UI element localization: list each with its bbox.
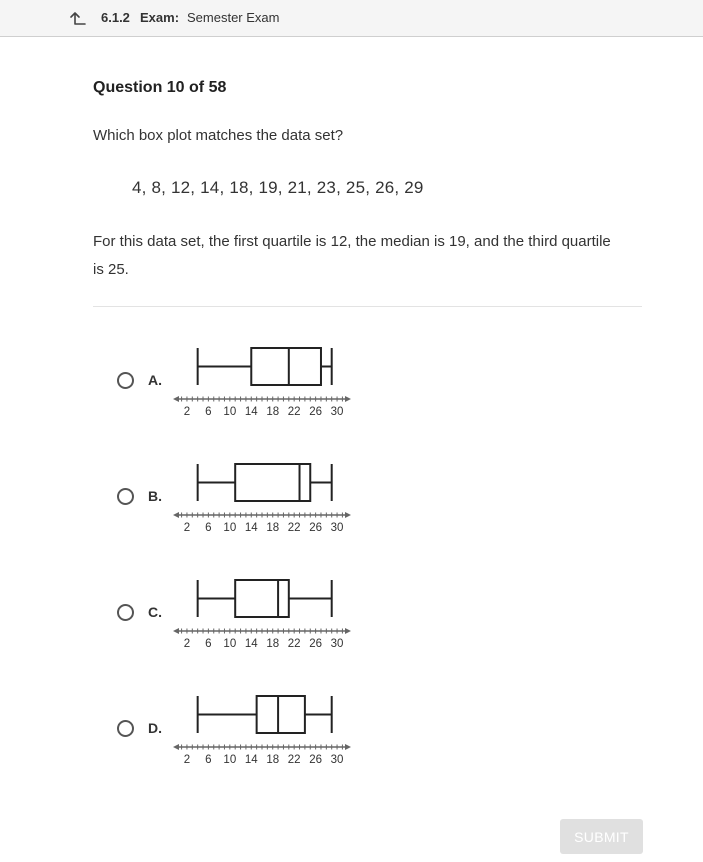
radio-button-a[interactable] [117, 372, 134, 389]
tick-label: 18 [266, 522, 280, 534]
radio-button-d[interactable] [117, 720, 134, 737]
tick-label: 26 [309, 406, 323, 418]
box-plot-a [170, 338, 370, 433]
tick-label: 26 [309, 522, 323, 534]
option-letter-b: B. [148, 488, 162, 504]
tick-label: 22 [287, 406, 301, 418]
quartile-info: For this data set, the first quartile is 12, the median is 19, and the third quartile is 25. [93, 233, 611, 278]
tick-label: 2 [183, 754, 191, 766]
answer-option-d[interactable] [110, 686, 370, 781]
axis-arrow-right [345, 628, 351, 634]
box-plot-d [170, 686, 370, 781]
option-letter-d: D. [148, 720, 162, 736]
tick-label: 14 [244, 638, 258, 650]
tick-label: 14 [244, 754, 258, 766]
question-prompt: Which box plot matches the data set? [93, 127, 344, 144]
tick-label: 22 [287, 754, 301, 766]
radio-button-c[interactable] [117, 604, 134, 621]
course-code: 6.1.2 [101, 10, 130, 25]
answer-option-c[interactable] [110, 570, 370, 665]
answer-option-b[interactable] [110, 454, 370, 549]
quartile-box [251, 348, 321, 385]
tick-label: 30 [330, 406, 344, 418]
quartile-box [257, 696, 305, 733]
tick-label: 30 [330, 754, 344, 766]
tick-label: 22 [287, 638, 301, 650]
activity-title: Semester Exam [187, 10, 280, 25]
submit-button[interactable]: SUBMIT [560, 819, 643, 854]
axis-arrow-left [173, 512, 179, 518]
divider [93, 306, 642, 307]
tick-label: 18 [266, 754, 280, 766]
tick-label: 6 [205, 638, 212, 650]
activity-kind: Exam: [140, 10, 180, 25]
tick-label: 10 [223, 638, 237, 650]
box-plot-c [170, 570, 370, 665]
box-plot-b [170, 454, 370, 549]
back-arrow-icon[interactable] [68, 8, 88, 28]
tick-label: 6 [205, 406, 212, 418]
top-bar [0, 0, 703, 37]
data-set: 4, 8, 12, 14, 18, 19, 21, 23, 25, 26, 29 [132, 178, 424, 197]
tick-label: 6 [205, 522, 212, 534]
tick-label: 10 [223, 754, 237, 766]
tick-label: 10 [223, 522, 237, 534]
option-letter-a: A. [148, 372, 162, 388]
tick-label: 6 [205, 754, 212, 766]
tick-label: 14 [244, 406, 258, 418]
tick-label: 2 [183, 638, 191, 650]
tick-label: 18 [266, 406, 280, 418]
tick-label: 30 [330, 522, 344, 534]
question-number: Question 10 of 58 [93, 79, 227, 96]
axis-arrow-left [173, 744, 179, 750]
axis-arrow-right [345, 512, 351, 518]
tick-label: 22 [287, 522, 301, 534]
tick-label: 10 [223, 406, 237, 418]
quartile-box [235, 580, 289, 617]
tick-label: 30 [330, 638, 344, 650]
tick-label: 14 [244, 522, 258, 534]
radio-button-b[interactable] [117, 488, 134, 505]
axis-arrow-left [173, 396, 179, 402]
axis-arrow-left [173, 628, 179, 634]
axis-arrow-right [345, 744, 351, 750]
axis-arrow-right [345, 396, 351, 402]
tick-label: 2 [183, 406, 191, 418]
tick-label: 26 [309, 638, 323, 650]
option-letter-c: C. [148, 604, 162, 620]
answer-option-a[interactable] [110, 338, 370, 433]
tick-label: 18 [266, 638, 280, 650]
tick-label: 2 [183, 522, 191, 534]
tick-label: 26 [309, 754, 323, 766]
